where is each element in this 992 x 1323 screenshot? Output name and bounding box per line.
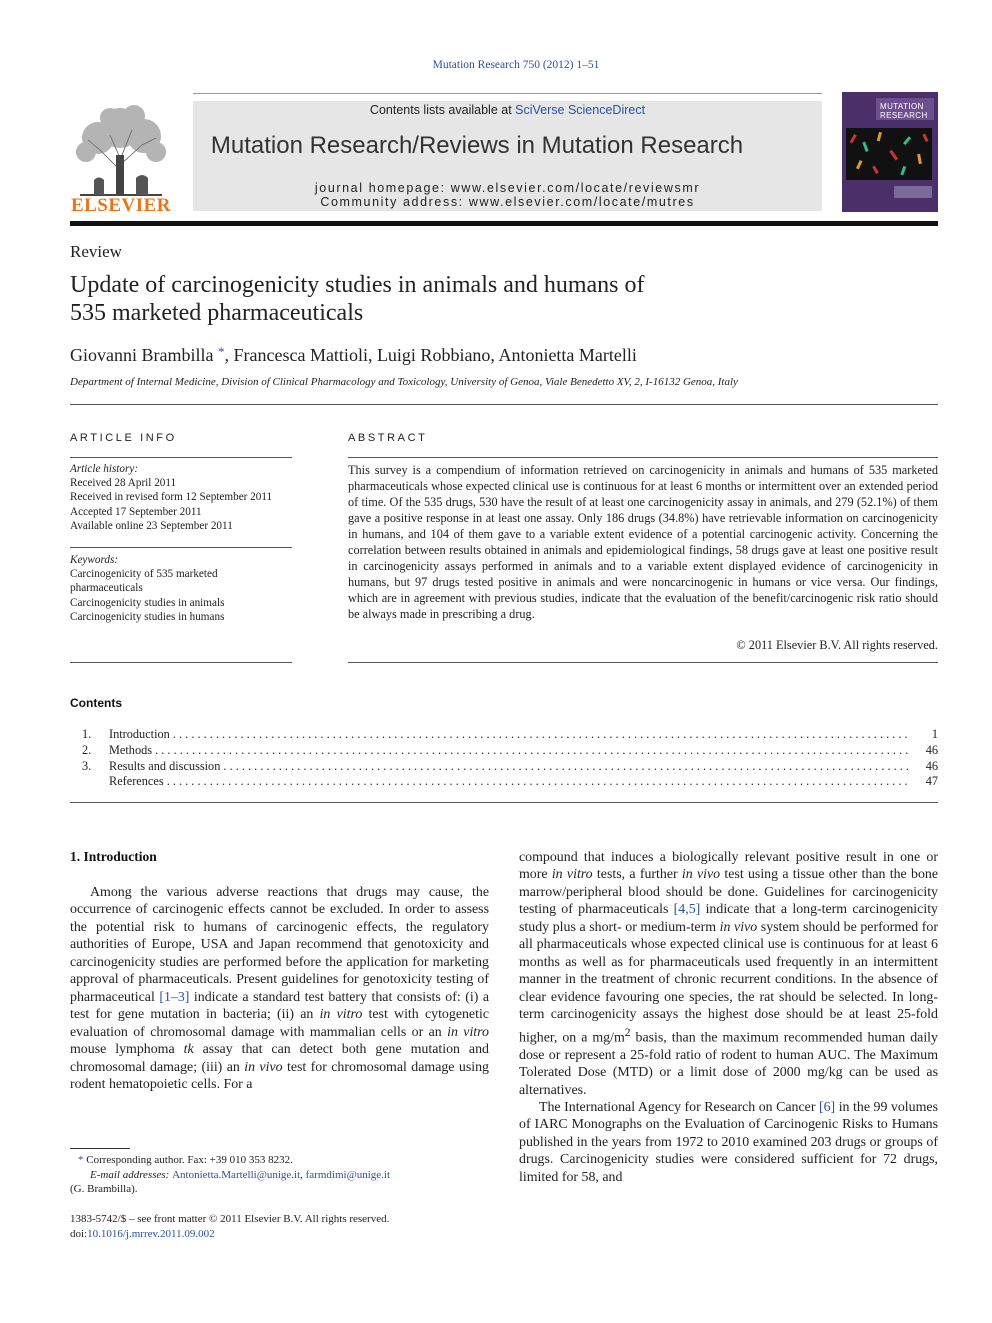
text-run: tests, a further bbox=[592, 867, 682, 883]
author-rest: , Francesca Mattioli, Luigi Robbiano, Antonietta Martelli bbox=[224, 345, 637, 365]
toc-item[interactable] bbox=[70, 743, 938, 759]
header-top-rule bbox=[193, 93, 822, 94]
email-link[interactable]: farmdimi@unige.it bbox=[305, 1169, 391, 1181]
toc-page: 1 bbox=[926, 727, 938, 742]
cover-title-line-2: RESEARCH bbox=[880, 111, 928, 120]
toc-item[interactable] bbox=[70, 759, 938, 775]
abstract-heading: ABSTRACT bbox=[348, 432, 428, 444]
text-run: system should be performed for all pharmaceuticals whose expected clinical use is continuous for at least 6 months as well as for pharmaceuticals used frequently in an intermittent manner in the treatment of chronic recurrent conditions. In the absence of clear evidence favouring one species, the rat should be selected. In long-term carcinogenicity assays the highest dose should be at least 25-fold higher, on a mg/m bbox=[519, 919, 938, 1046]
text-run: assay that can detect both gene mutation and chromosomal damage; (iii) an bbox=[70, 1042, 489, 1075]
text-run: compound that induces a biologically relevant positive result in one or more bbox=[519, 850, 938, 883]
corresponding-author-note bbox=[78, 1153, 293, 1168]
footnote-rule bbox=[70, 1148, 130, 1149]
keywords bbox=[70, 553, 300, 624]
text-run: indicate that a long-term carcinogenicity study plus a short- or medium-term bbox=[519, 902, 938, 935]
text-run: mouse lymphoma bbox=[70, 1042, 184, 1058]
text-run: test using a tissue other than the bone marrow/peripheral blood should be done. Guidelines for carcinogenicity testing of pharmaceuticals bbox=[519, 867, 938, 918]
keyword-1-cont: pharmaceuticals bbox=[70, 582, 143, 595]
toc-item[interactable] bbox=[70, 727, 938, 743]
publisher-name: ELSEVIER bbox=[70, 195, 172, 216]
article-history bbox=[70, 462, 300, 533]
toc-number: 2. bbox=[82, 743, 92, 757]
toc-number: 1. bbox=[82, 727, 92, 741]
email-label: E-mail addresses: bbox=[90, 1169, 170, 1181]
text-run-italic: in vitro bbox=[447, 1024, 490, 1040]
contents-heading: Contents bbox=[70, 696, 122, 710]
text-run: in the 99 volumes of IARC Monographs on the Evaluation of Carcinogenic Risks to Humans published in the years from 1972 to 2010 examined 203 drugs or groups of drugs. Carcinogenicity studies were considered sufficient for 72 drugs, limited for 58, and bbox=[519, 1099, 938, 1185]
toc-number: 3. bbox=[82, 759, 92, 773]
text-run-italic: in vivo bbox=[244, 1059, 283, 1075]
doi-link[interactable]: 10.1016/j.mrrev.2011.09.002 bbox=[87, 1228, 215, 1240]
text-run: test for chromosomal damage using rodent hematopoietic cells. For a bbox=[70, 1059, 489, 1092]
reference-link[interactable]: [6] bbox=[818, 1099, 836, 1115]
text-run: test with cytogenetic evaluation of chromosomal damage with mammalian cells or an bbox=[70, 1007, 489, 1040]
intro-paragraph-1 bbox=[70, 884, 489, 1093]
abstract-text: This survey is a compendium of information retrieved on carcinogenicity in animals and humans of 535 marketed pharmaceuticals whose expected clinical use is continuous for at least 6 months or intermittent over an extended period of time. Of the 535 drugs, 530 have the result of at least one carcinogenicity assay in animals, and 279 (52.1%) of them gave a positive response in at least one assay. Only 186 drugs (34.8%) have retrievable information on carcinogenicity in humans, and 104 of them gave to a variable extent evidence of a potential carcinogenic activity. Concerning the correlation between results obtained in animals and epidemiological findings, 58 drugs gave at least one positive result in carcinogenicity assays performed in animals and to a variable extent displayed evidence of carcinogenicity in humans, but 97 drugs tested positive in animals and were noncarcinogenic in humans or vice versa. Our findings, which are in agreement with previous studies, indicate that the evaluation of the benefit/carcinogenic risk ratio should be always made in prescribing a drug. bbox=[348, 463, 938, 621]
toc-title[interactable]: Methods . . . bbox=[109, 743, 908, 758]
article-title-line-1: Update of carcinogenicity studies in animals and humans of bbox=[70, 272, 645, 298]
body-left-column bbox=[70, 884, 489, 1093]
abstract-bottom-rule bbox=[348, 662, 938, 663]
text-run: indicate a standard test battery that consists of: (i) a test for gene mutation in bacteria; (ii) an bbox=[70, 989, 490, 1023]
journal-cover-image bbox=[842, 92, 938, 212]
email-separator: , bbox=[300, 1169, 306, 1181]
sciencedirect-link[interactable]: SciVerse ScienceDirect bbox=[515, 103, 646, 117]
history-accepted: Accepted 17 September 2011 bbox=[70, 505, 202, 518]
email-note bbox=[90, 1168, 390, 1183]
reference-link[interactable]: [1–3] bbox=[159, 989, 190, 1005]
text-run: basis, than the maximum recommended human daily dose or represent a 25-fold ratio of rodent to human AUC. The Maximum Tolerated Dose (MTD) or a limit dose of 2000 mg/kg can be used as alternatives. bbox=[519, 1030, 938, 1098]
contents-available-line bbox=[193, 103, 822, 117]
superscript: 2 bbox=[624, 1025, 631, 1039]
article-type: Review bbox=[70, 242, 122, 261]
text-run-italic: in vitro bbox=[551, 867, 593, 883]
article-title bbox=[70, 271, 770, 327]
doi-line bbox=[70, 1227, 215, 1242]
text-run-italic: tk bbox=[183, 1042, 194, 1058]
community-address[interactable]: Community address: www.elsevier.com/locate/mutres bbox=[320, 195, 695, 209]
title-rule bbox=[70, 404, 938, 405]
body-right-column bbox=[519, 849, 938, 1186]
toc-title[interactable]: References . . . bbox=[109, 774, 908, 789]
history-label: Article history: bbox=[70, 463, 139, 475]
text-run-italic: in vitro bbox=[319, 1007, 363, 1023]
history-revised: Received in revised form 12 September 2011 bbox=[70, 491, 273, 504]
article-info-heading: ARTICLE INFO bbox=[70, 432, 177, 444]
reference-link[interactable]: [4,5] bbox=[673, 902, 701, 918]
author-list bbox=[70, 344, 637, 366]
abstract-top-rule bbox=[348, 457, 938, 458]
author-first: Giovanni Brambilla bbox=[70, 345, 214, 365]
contents-rule bbox=[70, 802, 938, 803]
abstract-copyright: © 2011 Elsevier B.V. All rights reserved. bbox=[736, 638, 938, 652]
journal-citation[interactable]: Mutation Research 750 (2012) 1–51 bbox=[432, 59, 600, 71]
article-title-line-2: 535 marketed pharmaceuticals bbox=[70, 300, 364, 326]
toc-page: 46 bbox=[920, 743, 938, 758]
affiliation: Department of Internal Medicine, Division of Clinical Pharmacology and Toxicology, University of Genoa, Viale Benedetto XV, 2, I-16132 Genoa, Italy bbox=[70, 376, 738, 388]
toc-title[interactable]: Results and discussion . . . bbox=[109, 759, 908, 774]
history-online: Available online 23 September 2011 bbox=[70, 519, 233, 532]
cover-title bbox=[880, 102, 928, 120]
corresponding-text: Corresponding author. Fax: +39 010 353 8232. bbox=[83, 1154, 293, 1166]
toc-page: 46 bbox=[920, 759, 938, 774]
text-run: Among the various adverse reactions that drugs may cause, the occurrence of carcinogenic effects cannot be excluded. In order to assess the potential risk to humans of carcinogenic effects, the regulatory authorities of Europe, USA and Japan recommend that genotoxicity and carcinogenicity studies are performed before the application for marketing approval of pharmaceuticals. Present guidelines for genotoxicity testing of pharmaceutical bbox=[70, 885, 489, 1005]
journal-homepage[interactable]: journal homepage: www.elsevier.com/locate/reviewsmr bbox=[314, 181, 701, 195]
cover-title-line-1: MUTATION bbox=[880, 102, 924, 111]
keywords-label: Keywords: bbox=[70, 554, 119, 566]
corresponding-author-marker[interactable]: * bbox=[217, 344, 225, 359]
intro-paragraph-2 bbox=[519, 1099, 938, 1186]
journal-title: Mutation Research/Reviews in Mutation Research bbox=[210, 132, 744, 159]
email-owner: (G. Brambilla). bbox=[70, 1183, 138, 1195]
toc-item[interactable] bbox=[70, 774, 938, 790]
toc-title[interactable]: Introduction . . . bbox=[109, 727, 908, 742]
keyword-3: Carcinogenicity studies in humans bbox=[70, 610, 225, 623]
section-heading-introduction: 1. Introduction bbox=[70, 849, 157, 864]
issn-line: 1383-5742/$ – see front matter © 2011 Elsevier B.V. All rights reserved. bbox=[70, 1213, 390, 1225]
keyword-2: Carcinogenicity studies in animals bbox=[70, 596, 225, 609]
article-info-bottom-rule bbox=[70, 662, 292, 663]
doi-label: doi: bbox=[70, 1228, 88, 1240]
intro-paragraph-1-cont bbox=[519, 849, 938, 1099]
keywords-rule bbox=[70, 547, 292, 548]
footnote-marker: * bbox=[78, 1154, 84, 1166]
article-info-rule bbox=[70, 457, 292, 458]
history-received: Received 28 April 2011 bbox=[70, 477, 177, 490]
keyword-1: Carcinogenicity of 535 marketed bbox=[70, 568, 218, 581]
header-rule bbox=[70, 221, 938, 226]
email-link[interactable]: Antonietta.Martelli@unige.it bbox=[172, 1169, 301, 1181]
toc-page: 47 bbox=[920, 774, 938, 789]
text-run-italic: in vivo bbox=[681, 867, 721, 883]
text-run: The International Agency for Research on Cancer bbox=[539, 1099, 819, 1115]
text-run-italic: in vivo bbox=[719, 919, 758, 935]
contents-prefix: Contents lists available at bbox=[369, 103, 516, 117]
